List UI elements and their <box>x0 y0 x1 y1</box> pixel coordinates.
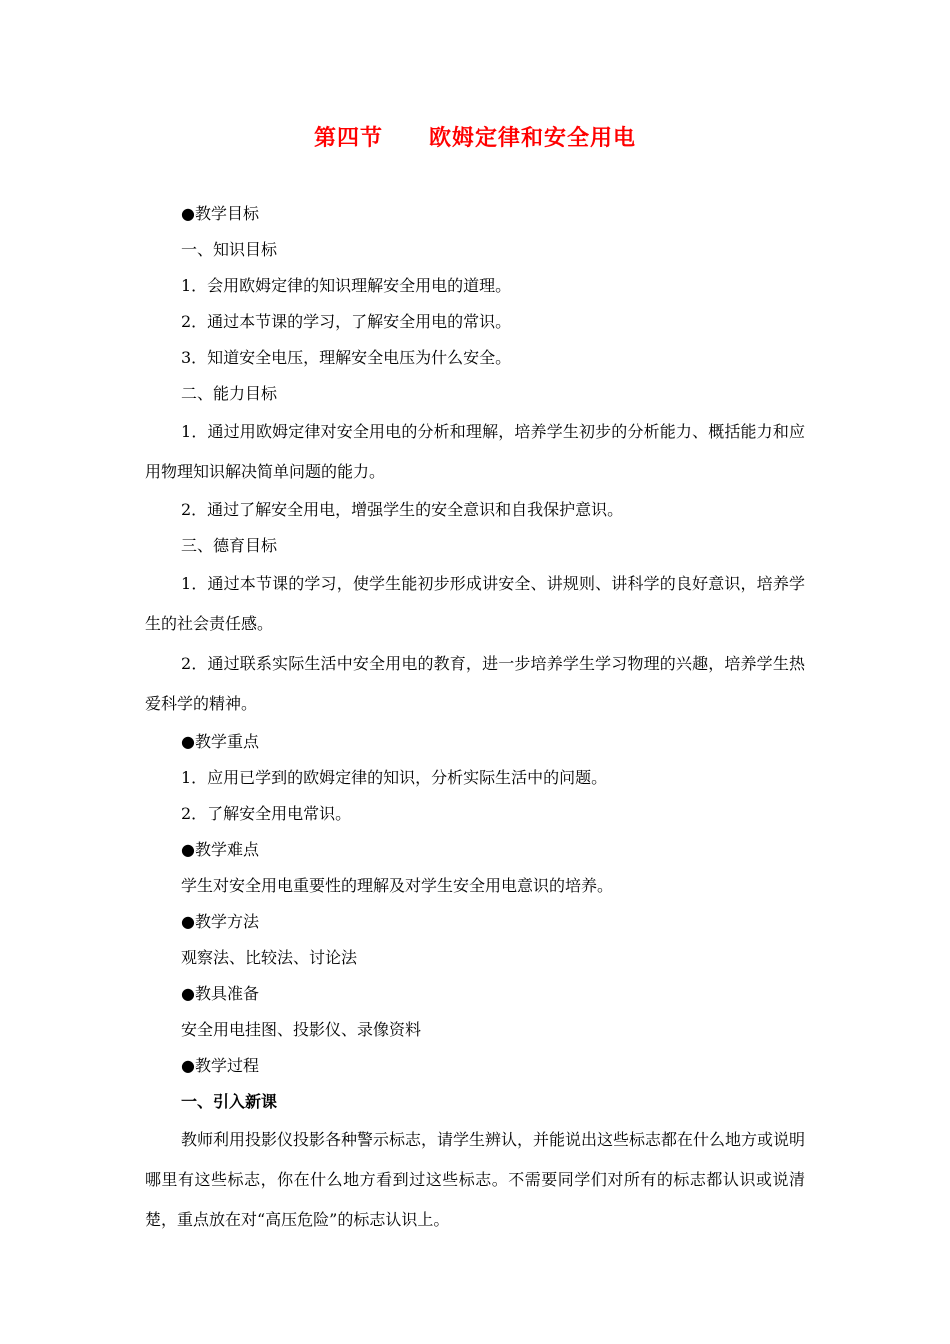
document-body <box>145 196 805 1240</box>
section-heading-difficulties: ●教学难点 <box>181 840 259 859</box>
subheading-introduction: 一、引入新课 <box>181 1092 278 1111</box>
body-paragraph: 安全用电挂图、投影仪、录像资料 <box>181 1020 422 1039</box>
list-item: 1．通过本节课的学习，使学生能初步形成讲安全、讲规则、讲科学的良好意识，培养学生的社会责任感。 <box>145 574 805 633</box>
body-paragraph: 学生对安全用电重要性的理解及对学生安全用电意识的培养。 <box>181 876 614 895</box>
subheading-knowledge-goals: 一、知识目标 <box>181 240 278 259</box>
subheading-moral-goals: 三、德育目标 <box>181 536 278 555</box>
list-item: 1．应用已学到的欧姆定律的知识，分析实际生活中的问题。 <box>181 768 608 787</box>
page-title: 第四节 欧姆定律和安全用电 <box>313 126 636 151</box>
list-item: 1．会用欧姆定律的知识理解安全用电的道理。 <box>181 276 512 295</box>
section-heading-equipment: ●教具准备 <box>181 984 259 1003</box>
section-heading-process: ●教学过程 <box>181 1056 259 1075</box>
section-heading-methods: ●教学方法 <box>181 912 259 931</box>
list-item: 2．通过本节课的学习，了解安全用电的常识。 <box>181 312 512 331</box>
list-item: 2．通过了解安全用电，增强学生的安全意识和自我保护意识。 <box>181 500 624 519</box>
list-item: 1．通过用欧姆定律对安全用电的分析和理解，培养学生初步的分析能力、概括能力和应用物理知识解决简单问题的能力。 <box>145 422 805 481</box>
body-paragraph: 教师利用投影仪投影各种警示标志，请学生辨认，并能说出这些标志都在什么地方或说明哪里有这些标志，你在什么地方看到过这些标志。不需要同学们对所有的标志都认识或说清楚，重点放在对“高压危险”的标志认识上。 <box>145 1130 806 1229</box>
section-heading-teaching-goals: ●教学目标 <box>181 204 259 223</box>
list-item: 3．知道安全电压，理解安全电压为什么安全。 <box>181 348 512 367</box>
body-paragraph: 观察法、比较法、讨论法 <box>181 948 358 967</box>
list-item: 2．通过联系实际生活中安全用电的教育，进一步培养学生学习物理的兴趣，培养学生热爱科学的精神。 <box>145 654 805 713</box>
list-item: 2．了解安全用电常识。 <box>181 804 352 823</box>
subheading-ability-goals: 二、能力目标 <box>181 384 278 403</box>
section-heading-key-points: ●教学重点 <box>181 732 259 751</box>
